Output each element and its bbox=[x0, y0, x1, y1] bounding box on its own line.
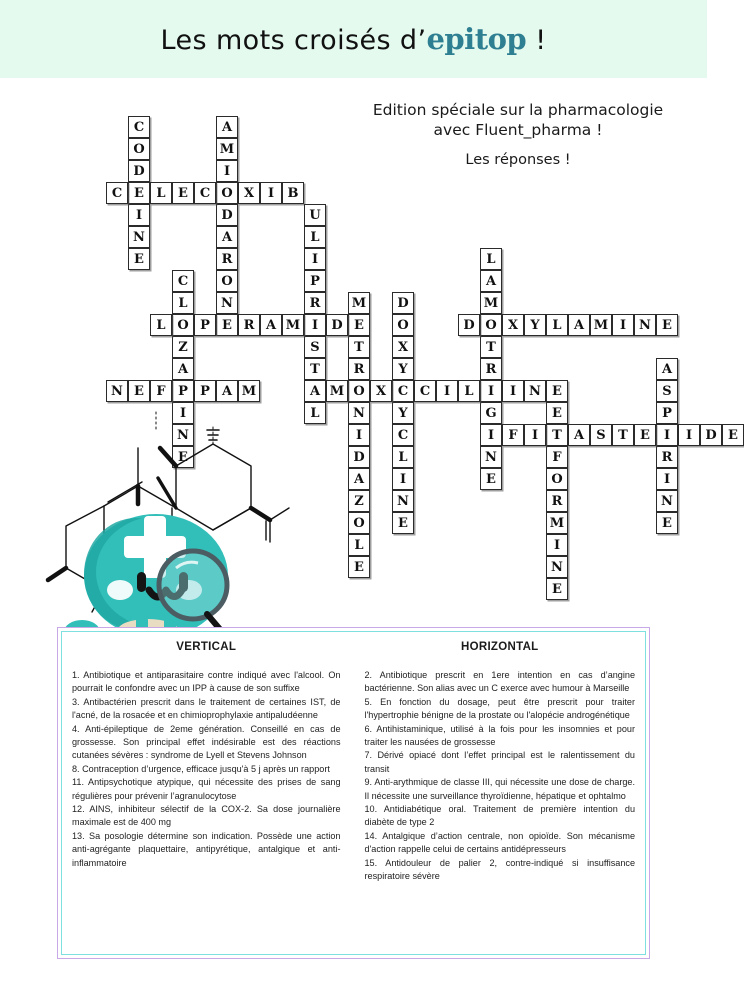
crossword-cell: N bbox=[348, 402, 370, 424]
clues-column-horizontal bbox=[354, 641, 636, 948]
crossword-cell: E bbox=[634, 424, 656, 446]
crossword-cell: Z bbox=[348, 490, 370, 512]
crossword-cell: I bbox=[304, 248, 326, 270]
crossword-cell: C bbox=[194, 182, 216, 204]
crossword-cell: A bbox=[172, 358, 194, 380]
clue-horizontal: 9. Anti-arythmique de classe III, qui nécessite une dose de charge. Il nécessite une surveillance thyroïdienne, hépatique et ophtalmo bbox=[364, 777, 635, 801]
crossword-cell: I bbox=[348, 424, 370, 446]
crossword-cell: M bbox=[348, 292, 370, 314]
crossword-cell: T bbox=[612, 424, 634, 446]
crossword-cell: N bbox=[128, 226, 150, 248]
crossword-cell: I bbox=[436, 380, 458, 402]
crossword-cell: D bbox=[348, 446, 370, 468]
crossword-cell: O bbox=[546, 468, 568, 490]
crossword-cell: E bbox=[480, 468, 502, 490]
crossword-cell: X bbox=[392, 336, 414, 358]
crossword-cell: T bbox=[546, 424, 568, 446]
crossword-cell: N bbox=[524, 380, 546, 402]
page-title bbox=[161, 22, 547, 56]
crossword-cell: A bbox=[656, 358, 678, 380]
crossword-cell: I bbox=[304, 314, 326, 336]
crossword-cell: S bbox=[304, 336, 326, 358]
crossword-cell: E bbox=[546, 402, 568, 424]
clue-horizontal: 15. Antidouleur de palier 2, contre-indiqué si insuffisance respiratoire sévère bbox=[364, 857, 635, 882]
crossword-cell: R bbox=[656, 446, 678, 468]
crossword-cell: U bbox=[304, 204, 326, 226]
molecule-mascot-artwork bbox=[8, 408, 308, 628]
crossword-cell: P bbox=[194, 314, 216, 336]
crossword-cell: I bbox=[392, 468, 414, 490]
clue-horizontal: 14. Antalgique d’action centrale, non opioïde. Son mécanisme d'action rappelle celui de certains antidépresseurs bbox=[364, 830, 635, 855]
crossword-cell: N bbox=[392, 490, 414, 512]
crossword-cell: E bbox=[546, 578, 568, 600]
crossword-cell: N bbox=[172, 424, 194, 446]
crossword-cell: N bbox=[546, 556, 568, 578]
crossword-cell: M bbox=[216, 138, 238, 160]
crossword-cell: A bbox=[568, 424, 590, 446]
crossword-cell: F bbox=[502, 424, 524, 446]
subtitle-line-3: Les réponses ! bbox=[465, 152, 571, 168]
crossword-cell: E bbox=[128, 248, 150, 270]
crossword-cell: E bbox=[656, 512, 678, 534]
crossword-cell: A bbox=[348, 468, 370, 490]
crossword-cell: T bbox=[348, 336, 370, 358]
crossword-cell: M bbox=[546, 512, 568, 534]
crossword-cell: F bbox=[150, 380, 172, 402]
crossword-cell: C bbox=[414, 380, 436, 402]
crossword-cell: F bbox=[546, 446, 568, 468]
clues-panel-inner bbox=[61, 631, 646, 955]
crossword-cell: R bbox=[304, 292, 326, 314]
crossword-cell: S bbox=[656, 380, 678, 402]
crossword-cell: O bbox=[172, 314, 194, 336]
subtitle-line-2: avec Fluent_pharma ! bbox=[433, 121, 603, 139]
crossword-cell: L bbox=[150, 182, 172, 204]
crossword-cell: I bbox=[656, 468, 678, 490]
crossword-cell: M bbox=[590, 314, 612, 336]
crossword-cell: I bbox=[502, 380, 524, 402]
crossword-cell: A bbox=[480, 270, 502, 292]
clues-list-horizontal bbox=[365, 669, 636, 884]
crossword-cell: E bbox=[172, 446, 194, 468]
crossword-cell: I bbox=[480, 380, 502, 402]
crossword-cell: N bbox=[634, 314, 656, 336]
crossword-cell: D bbox=[458, 314, 480, 336]
crossword-cell: Y bbox=[392, 402, 414, 424]
crossword-cell: E bbox=[656, 314, 678, 336]
crossword-cell: C bbox=[392, 424, 414, 446]
clue-vertical: 8. Contraception d’urgence, efficace jusqu'à 5 j après un rapport bbox=[72, 763, 330, 774]
clue-horizontal: 2. Antibiotique prescrit en 1ere intention en cas d’angine bactérienne. Son alias avec un C exerce avec humour à Marseille bbox=[364, 670, 635, 694]
crossword-cell: C bbox=[106, 182, 128, 204]
clues-heading-horizontal: HORIZONTAL bbox=[460, 641, 539, 653]
crossword-cell: D bbox=[216, 204, 238, 226]
page-title-suffix: ! bbox=[526, 25, 547, 56]
crossword-cell: X bbox=[370, 380, 392, 402]
crossword-cell: G bbox=[480, 402, 502, 424]
crossword-cell: L bbox=[392, 446, 414, 468]
crossword-cell: I bbox=[480, 424, 502, 446]
crossword-cell: D bbox=[326, 314, 348, 336]
crossword-cell: O bbox=[480, 314, 502, 336]
crossword-cell: O bbox=[216, 270, 238, 292]
crossword-cell: I bbox=[216, 160, 238, 182]
crossword-cell: N bbox=[656, 490, 678, 512]
clue-horizontal: 5. En fonction du dosage, peut être prescrit pour traiter l'hypertrophie bénigne de la prostate ou l'alopécie androgénétique bbox=[364, 696, 635, 721]
mascot-epitop bbox=[64, 514, 228, 644]
crossword-cell: R bbox=[546, 490, 568, 512]
crossword-cell: O bbox=[392, 314, 414, 336]
crossword-cell: E bbox=[128, 182, 150, 204]
crossword-cell: C bbox=[392, 380, 414, 402]
crossword-cell: S bbox=[590, 424, 612, 446]
crossword-cell: M bbox=[326, 380, 348, 402]
crossword-cell: P bbox=[194, 380, 216, 402]
crossword-cell: A bbox=[260, 314, 282, 336]
crossword-cell: L bbox=[348, 534, 370, 556]
crossword-cell: R bbox=[348, 358, 370, 380]
crossword-cell: I bbox=[524, 424, 546, 446]
artwork-svg bbox=[8, 408, 308, 628]
clue-vertical: 1. Antibiotique et antiparasitaire contre indiqué avec l'alcool. On pourrait le confondre avec un IPP à cause de son suffixe bbox=[72, 670, 341, 694]
crossword-cell: I bbox=[678, 424, 700, 446]
crossword-cell: M bbox=[238, 380, 260, 402]
crossword-cell: E bbox=[348, 556, 370, 578]
crossword-cell: L bbox=[458, 380, 480, 402]
clues-panel bbox=[57, 627, 650, 959]
clue-vertical: 12. AINS, inhibiteur sélectif de la COX-2. Sa dose journalière maximale est de 400 mg bbox=[72, 804, 341, 828]
crossword-cell: C bbox=[172, 270, 194, 292]
crossword-cell: O bbox=[216, 182, 238, 204]
crossword-cell: I bbox=[546, 534, 568, 556]
crossword-cell: L bbox=[304, 226, 326, 248]
crossword-cell: E bbox=[392, 512, 414, 534]
crossword-cell: M bbox=[480, 292, 502, 314]
crossword-cell: L bbox=[304, 402, 326, 424]
crossword-cell: L bbox=[546, 314, 568, 336]
clues-heading-vertical: VERTICAL bbox=[176, 641, 237, 653]
clue-horizontal: 7. Dérivé opiacé dont l’effet principal est le ralentissement du transit bbox=[364, 750, 635, 774]
crossword-cell: I bbox=[656, 424, 678, 446]
crossword-cell: A bbox=[216, 116, 238, 138]
crossword-cell: N bbox=[216, 292, 238, 314]
crossword-cell: D bbox=[128, 160, 150, 182]
crossword-cell: A bbox=[216, 226, 238, 248]
crossword-cell: R bbox=[238, 314, 260, 336]
crossword-cell: A bbox=[568, 314, 590, 336]
crossword-cell: E bbox=[546, 380, 568, 402]
crossword-cell: O bbox=[348, 380, 370, 402]
crossword-cell: Z bbox=[172, 336, 194, 358]
clues-list-vertical bbox=[72, 669, 341, 870]
crossword-cell: E bbox=[348, 314, 370, 336]
crossword-cell: E bbox=[722, 424, 744, 446]
crossword-cell: A bbox=[216, 380, 238, 402]
crossword-cell: L bbox=[150, 314, 172, 336]
crossword-cell: I bbox=[612, 314, 634, 336]
crossword-cell: E bbox=[172, 182, 194, 204]
crossword-cell: D bbox=[392, 292, 414, 314]
crossword-cell: X bbox=[502, 314, 524, 336]
clue-vertical: 13. Sa posologie détermine son indication. Possède une action anti-agrégante plaquettaire, antipyrétique, antalgique et anti-inflammatoire bbox=[72, 830, 341, 868]
page-header bbox=[0, 0, 707, 78]
crossword-cell: P bbox=[304, 270, 326, 292]
crossword-cell: A bbox=[304, 380, 326, 402]
crossword-cell: N bbox=[106, 380, 128, 402]
crossword-cell: P bbox=[656, 402, 678, 424]
crossword-cell: D bbox=[700, 424, 722, 446]
clues-column-vertical bbox=[72, 641, 354, 948]
crossword-cell: I bbox=[172, 402, 194, 424]
clue-vertical: 11. Antipsychotique atypique, qui nécessite des prises de sang régulières pour prévenir l’agranulocytose bbox=[72, 777, 341, 801]
clue-vertical: 3. Antibactérien prescrit dans le traitement de certaines IST, de l'acné, de la rosacée et en chimioprophylaxie antipaludéenne bbox=[72, 696, 341, 721]
crossword-cell: E bbox=[216, 314, 238, 336]
crossword-cell: L bbox=[172, 292, 194, 314]
crossword-cell: Y bbox=[392, 358, 414, 380]
crossword-cell: P bbox=[172, 380, 194, 402]
clue-vertical: 4. Anti-épileptique de 2eme génération. Conseillé en cas de grossesse. Son principal effet indésirable est des réactions cutanées sévères : syndrome de Lyell et Stevens Johnson bbox=[72, 723, 341, 761]
crossword-cell: Y bbox=[524, 314, 546, 336]
crossword-cell: N bbox=[480, 446, 502, 468]
crossword-cell: M bbox=[282, 314, 304, 336]
page-title-prefix: Les mots croisés d’ bbox=[160, 25, 427, 56]
clue-horizontal: 10. Antidiabétique oral. Traitement de première intention du diabète de type 2 bbox=[364, 804, 635, 828]
crossword-cell: L bbox=[480, 248, 502, 270]
crossword-cell: O bbox=[128, 138, 150, 160]
brand-epitop: epitop bbox=[426, 22, 527, 56]
crossword-cell: R bbox=[216, 248, 238, 270]
subtitle-line-1: Edition spéciale sur la pharmacologie bbox=[372, 101, 664, 119]
crossword-cell: C bbox=[128, 116, 150, 138]
crossword-cell: T bbox=[304, 358, 326, 380]
crossword-cell: X bbox=[238, 182, 260, 204]
clue-horizontal: 6. Antihistaminique, utilisé à la fois pour les insomnies et pour traiter les nausées de grossesse bbox=[364, 723, 635, 748]
crossword-cell: B bbox=[282, 182, 304, 204]
crossword-cell: O bbox=[348, 512, 370, 534]
crossword-cell: I bbox=[260, 182, 282, 204]
crossword-cell: E bbox=[128, 380, 150, 402]
crossword-cell: I bbox=[128, 204, 150, 226]
crossword-cell: T bbox=[480, 336, 502, 358]
crossword-cell: R bbox=[480, 358, 502, 380]
